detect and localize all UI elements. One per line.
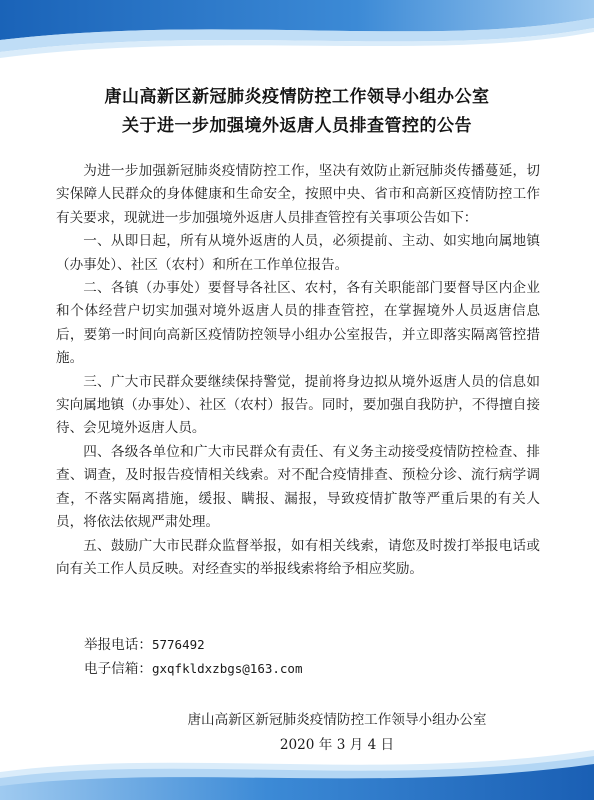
- report-phone-number: 5776492: [151, 637, 205, 652]
- signature-date: 2020 年 3 月 4 日: [279, 737, 395, 753]
- item-4-paragraph: 四、各级各单位和广大市民群众有责任、有义务主动接受疫情防控检查、排查、调查，及时报告疫情相关线索。对不配合疫情排查、预检分诊、流行病学调查，不落实隔离措施，缓报、瞒报、漏报，导致疫情扩散等严重后果的有关人员，将依法依规严肃处理。: [56, 443, 540, 531]
- intro-paragraph: 为进一步加强新冠肺炎疫情防控工作，坚决有效防止新冠肺炎传播蔓延，切实保障人民群众的身体健康和生命安全，按照中央、省市和高新区疫情防控工作有关要求，现就进一步加强境外返唐人员排查管控有关事项公告如下：: [56, 163, 540, 226]
- report-email-line: [84, 657, 302, 681]
- report-email-address: gxqfkldxzbgs@163.com: [151, 661, 303, 676]
- item-1-paragraph: 一、从即日起，所有从境外返唐的人员，必须提前、主动、如实地向属地镇（办事处）、社区（农村）和所在工作单位报告。: [56, 233, 540, 273]
- report-phone-line: [84, 633, 205, 657]
- report-email-label: 电子信箱：: [84, 661, 152, 677]
- item-2-paragraph: 二、各镇（办事处）要督导各社区、农村，各有关职能部门要督导区内企业和个体经营户切实加强对境外返唐人员的排查管控，在掌握境外人员返唐信息后，要第一时间向高新区疫情防控领导小组办公室报告，并立即落实隔离管控措施。: [56, 280, 540, 367]
- signature-organization: 唐山高新区新冠肺炎疫情防控工作领导小组办公室: [187, 712, 487, 728]
- bottom-decorative-band: [0, 742, 594, 800]
- notice-body: [56, 160, 540, 581]
- item-3-paragraph: 三、广大市民群众要继续保持警觉，提前将身边拟从境外返唐人员的信息如实向属地镇（办事处）、社区（农村）报告。同时，要加强自我防护，不得擅自接待、会见境外返唐人员。: [56, 373, 540, 437]
- report-phone-label: 举报电话：: [84, 637, 152, 653]
- item-5-paragraph: 五、鼓励广大市民群众监督举报，如有相关线索，请您及时拨打举报电话或向有关工作人员反映。对经查实的举报线索将给予相应奖励。: [56, 537, 540, 577]
- notice-title-line2: 关于进一步加强境外返唐人员排查管控的公告: [122, 116, 472, 136]
- top-decorative-band: [0, 0, 594, 62]
- notice-title-line1: 唐山高新区新冠肺炎疫情防控工作领导小组办公室: [104, 87, 490, 107]
